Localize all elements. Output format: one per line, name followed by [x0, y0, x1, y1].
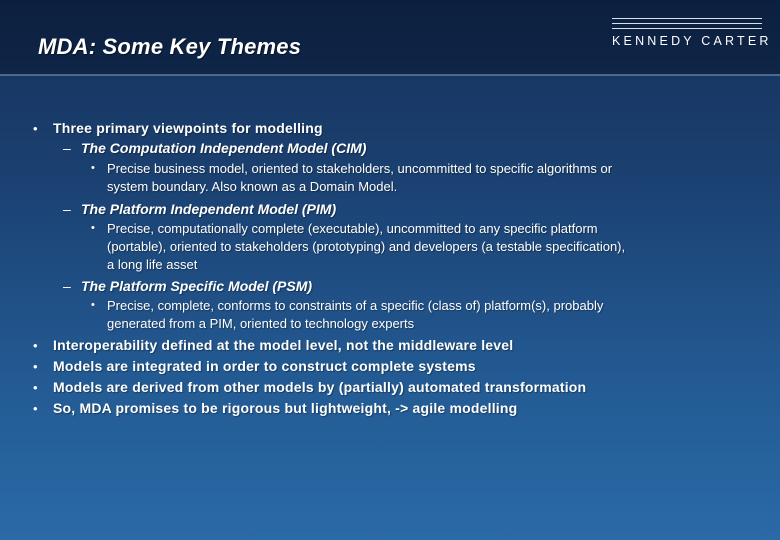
cim-description-line1: Precise business model, oriented to stakeholders, uncommitted to specific algorithms or: [107, 161, 613, 176]
bullet-marker: •: [33, 338, 38, 353]
pim-heading: The Platform Independent Model (PIM): [81, 201, 337, 217]
bullet-marker: •: [33, 380, 38, 395]
bullet-marker: •: [91, 222, 95, 234]
bullet-marker: •: [33, 359, 38, 374]
bullet-marker: •: [91, 299, 95, 311]
bullet-marker: •: [33, 401, 38, 416]
logo-text: KENNEDY CARTER: [612, 34, 772, 48]
bullet-integrated: Models are integrated in order to construct complete systems: [53, 358, 476, 374]
bullet-marker: •: [91, 162, 95, 174]
bullet-interoperability: Interoperability defined at the model level, not the middleware level: [53, 337, 514, 353]
cim-heading: The Computation Independent Model (CIM): [81, 140, 367, 156]
pim-description-line3: a long life asset: [107, 257, 198, 272]
pim-description-line2: (portable), oriented to stakeholders (prototyping) and developers (a testable specification),: [107, 239, 626, 254]
dash-marker: –: [63, 140, 71, 156]
dash-marker: –: [63, 278, 71, 294]
dash-marker: –: [63, 201, 71, 217]
cim-description-line2: system boundary. Also known as a Domain Model.: [107, 179, 398, 194]
bullet-promise: So, MDA promises to be rigorous but lightweight, -> agile modelling: [53, 400, 518, 416]
pim-description-line1: Precise, computationally complete (executable), uncommitted to any specific platform: [107, 221, 598, 236]
psm-description-line2: generated from a PIM, oriented to technology experts: [107, 316, 415, 331]
bullet-marker: •: [33, 121, 38, 136]
slide-title: MDA: Some Key Themes: [38, 34, 302, 59]
bullet-derived: Models are derived from other models by (partially) automated transformation: [53, 379, 587, 395]
bullet-viewpoints: Three primary viewpoints for modelling: [53, 120, 323, 136]
psm-heading: The Platform Specific Model (PSM): [81, 278, 313, 294]
psm-description-line1: Precise, complete, conforms to constraints of a specific (class of) platform(s), probably: [107, 298, 604, 313]
